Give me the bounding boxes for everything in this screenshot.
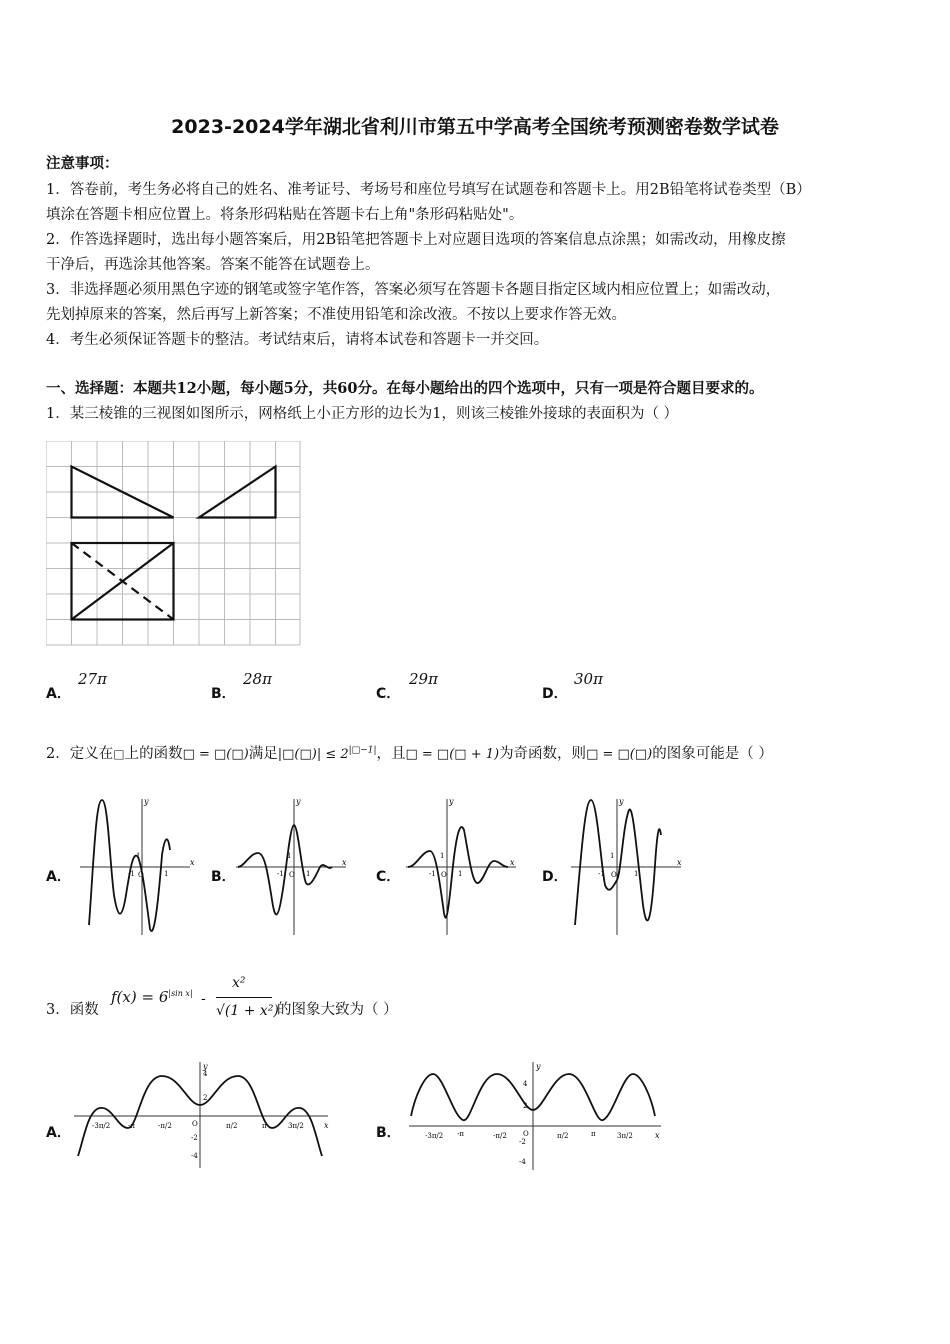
q2-math-inequality-base: |□(□)| ≤ 2 <box>277 747 349 762</box>
tick-label: 1 <box>458 870 463 878</box>
tick-x: -3π/2 <box>425 1132 444 1140</box>
q1-option-d-value: 30π <box>574 670 603 688</box>
tick-x: π <box>262 1122 267 1130</box>
q3-formula-minus: - <box>201 991 206 1007</box>
graph-curve <box>238 825 332 914</box>
tick-label: 1 <box>164 870 169 878</box>
tick-label: O <box>138 871 144 879</box>
q2-option-d-label: D． <box>542 869 568 885</box>
notice-line: 填涂在答题卡相应位置上。将条形码粘贴在答题卡右上角"条形码粘贴处"。 <box>46 207 524 223</box>
q2-math-function: □ = □(□) <box>182 747 249 762</box>
notice-line: 2．作答选择题时，选出每小题答案后，用2B铅笔把答题卡上对应题目选项的答案信息点涂黑；如需改动，用橡皮擦 <box>46 232 786 248</box>
q2-text-part: 上的函数 <box>124 746 183 762</box>
y-axis-label: y <box>449 797 454 806</box>
q3-formula-denominator: √(1 + x²) <box>216 1003 279 1019</box>
x-axis-label: x <box>677 858 682 867</box>
x-axis-label: x <box>655 1131 660 1140</box>
q3-formula-exp: |sin x| <box>168 989 193 998</box>
notice-heading: 注意事项： <box>46 155 119 172</box>
tick-label: 1 <box>287 852 292 860</box>
tick-y: -2 <box>519 1138 526 1146</box>
tick-y: 4 <box>203 1070 208 1078</box>
page-title: 2023-2024学年湖北省利川市第五中学高考全国统考预测密卷数学试卷 <box>171 116 779 138</box>
q1-option-b-value: 28π <box>243 670 272 688</box>
tick-label: O <box>611 871 617 879</box>
notice-line: 干净后，再选涂其他答案。答案不能答在试题卷上。 <box>46 257 380 273</box>
tick-y: -4 <box>191 1152 198 1160</box>
q2-text <box>46 742 773 763</box>
tick-x: π/2 <box>226 1122 238 1130</box>
q2-text-part: 2．定义在 <box>46 746 114 762</box>
q2-text-part: 满足 <box>248 746 278 762</box>
tick-x: -π/2 <box>493 1132 507 1140</box>
x-axis-label: x <box>342 858 347 867</box>
q3-suffix: 的图象大致为（ ） <box>277 1002 398 1018</box>
tick-x: 3π/2 <box>288 1122 304 1130</box>
notice-line: 1．答卷前，考生务必将自己的姓名、准考证号、考场号和座位号填写在试题卷和答题卡上。用2B铅笔将试卷类型（B） <box>46 182 811 198</box>
q2-option-c-label: C． <box>376 869 401 885</box>
section-heading: 一、选择题：本题共12小题，每小题5分，共60分。在每小题给出的四个选项中，只有一项是符合题目要求的。 <box>46 380 764 397</box>
tick-x: O <box>523 1130 529 1138</box>
q2-graph-b <box>232 795 352 937</box>
tick-label: -1 <box>598 870 605 878</box>
three-view-grid-figure <box>46 441 302 647</box>
tick-x: π/2 <box>557 1132 569 1140</box>
q2-math-inequality <box>278 747 377 762</box>
tick-y: -4 <box>519 1158 526 1166</box>
tick-y: 4 <box>523 1080 528 1088</box>
notice-line: 先划掉原来的答案，然后再写上新答案；不准使用铅笔和涂改液。不按以上要求作答无效。 <box>46 307 626 323</box>
tick-x: π <box>591 1130 596 1138</box>
tick-y: -2 <box>191 1134 198 1142</box>
graph-curve <box>89 800 170 931</box>
q3-formula-lhs <box>111 988 193 1006</box>
tick-x: -3π/2 <box>92 1122 111 1130</box>
tick-x: -π <box>128 1122 135 1130</box>
q1-option-a-label: A． <box>46 686 71 702</box>
tick-label: 1 <box>440 852 445 860</box>
q2-math-function2: □ = □(□) <box>586 747 653 762</box>
q3-formula-lhs-base: f(x) = 6 <box>111 988 169 1006</box>
tick-label: O <box>289 871 295 879</box>
x-axis-label: x <box>190 858 195 867</box>
tick-x: -π/2 <box>158 1122 172 1130</box>
q1-text: 1．某三棱锥的三视图如图所示，网格纸上小正方形的边长为1，则该三棱锥外接球的表面积为（ ） <box>46 406 679 422</box>
notice-line: 4．考生必须保证答题卡的整洁。考试结束后，请将本试卷和答题卡一并交回。 <box>46 332 549 348</box>
q2-option-b-label: B． <box>211 869 236 885</box>
q2-graph-c <box>402 795 522 937</box>
q2-graph-a <box>76 795 196 937</box>
q1-option-d-label: D． <box>542 686 568 702</box>
tick-y: 2 <box>203 1094 208 1102</box>
notice-line: 3．非选择题必须用黑色字迹的钢笔或签字笔作答，答案必须写在答题卡各题目指定区域内相应位置上；如需改动， <box>46 282 781 298</box>
tick-label: -1 <box>429 870 436 878</box>
tick-x: -π <box>457 1130 464 1138</box>
graph-curve <box>575 800 661 925</box>
q2-option-a-label: A． <box>46 869 71 885</box>
q2-text-part: ，且 <box>376 746 406 762</box>
q2-math-inequality-exp: |□−1| <box>348 745 377 756</box>
tick-y: 2 <box>523 1102 528 1110</box>
q3-graph-a <box>70 1060 332 1170</box>
q3-prefix: 3．函数 <box>46 1002 99 1018</box>
q1-option-c-value: 29π <box>409 670 438 688</box>
x-axis-label: x <box>324 1121 329 1130</box>
tick-label: -1 <box>128 870 135 878</box>
tick-label: 1 <box>306 870 311 878</box>
tick-label: -1 <box>277 870 284 878</box>
q3-option-b-label: B． <box>376 1125 401 1141</box>
y-axis-label: y <box>296 797 301 806</box>
tick-x: O <box>192 1120 198 1128</box>
x-axis-label: x <box>510 858 515 867</box>
tick-label: O <box>441 871 447 879</box>
q2-text-part: 为奇函数，则 <box>499 746 587 762</box>
q2-graph-d <box>567 795 687 937</box>
y-axis-label: y <box>536 1062 541 1071</box>
y-axis-label: y <box>203 1062 208 1071</box>
tick-x: 3π/2 <box>617 1132 633 1140</box>
q3-option-a-label: A． <box>46 1125 71 1141</box>
y-axis-label: y <box>619 797 624 806</box>
y-axis-label: y <box>144 797 149 806</box>
tick-label: 1 <box>634 870 639 878</box>
q2-math-domain: □ <box>113 747 125 761</box>
q3-graph-b <box>405 1060 665 1172</box>
q3-fraction-bar <box>216 997 272 998</box>
q3-formula-numerator: x² <box>232 975 246 991</box>
q2-text-part: 的图象可能是（ ） <box>652 746 773 762</box>
tick-label: 1 <box>136 852 141 860</box>
q1-option-b-label: B． <box>211 686 236 702</box>
q1-option-c-label: C． <box>376 686 401 702</box>
q1-option-a-value: 27π <box>78 670 107 688</box>
tick-label: 1 <box>610 852 615 860</box>
q2-math-shifted: □ = □(□ + 1) <box>405 747 500 762</box>
